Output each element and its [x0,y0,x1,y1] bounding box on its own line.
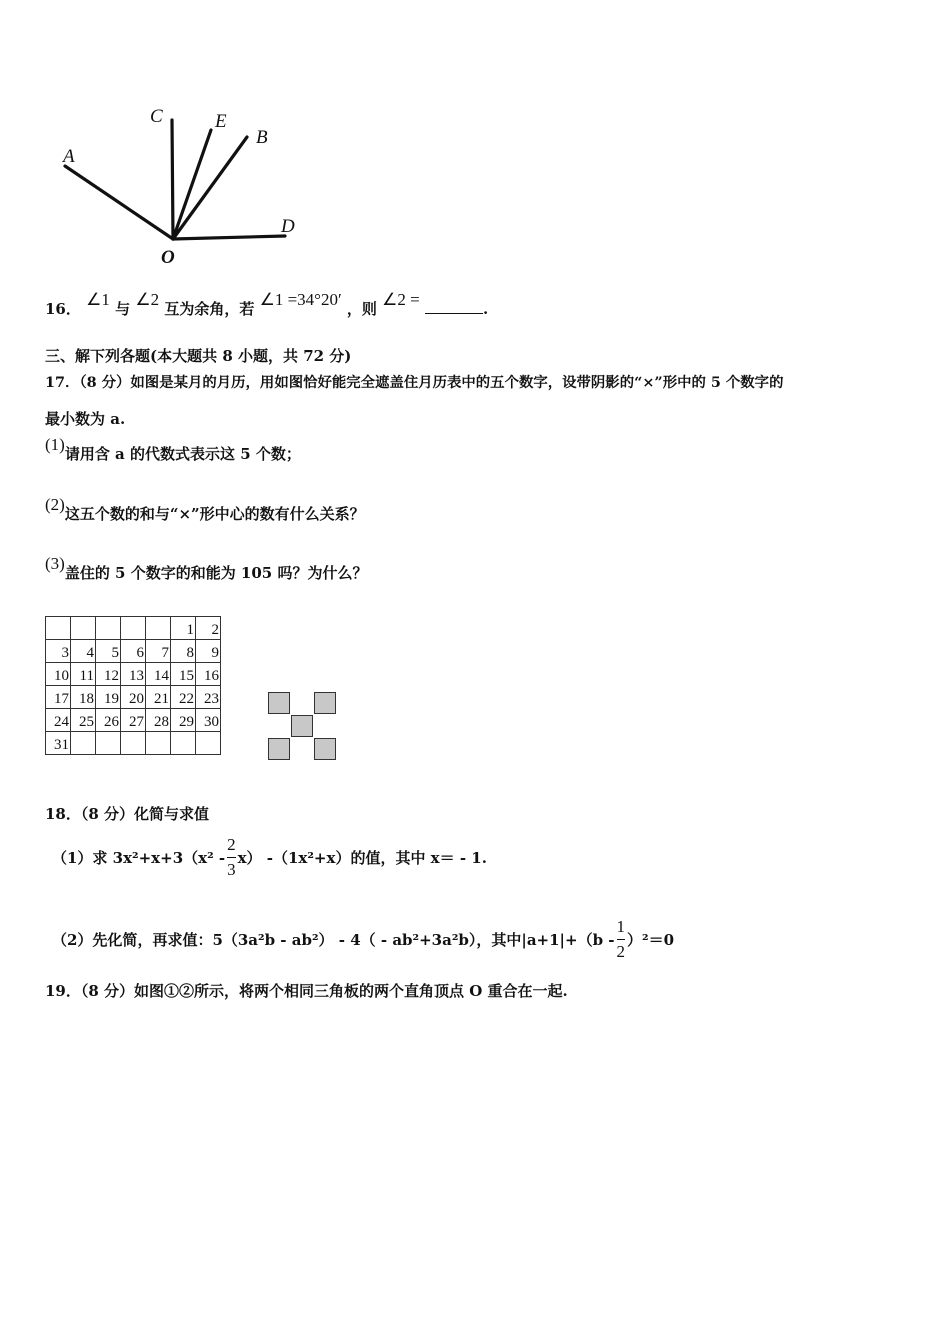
q17-sub1-text: 请用含 a 的代数式表示这 5 个数； [64,445,301,463]
calendar-cell [146,617,171,640]
q16-angle2: ∠2 [135,290,160,309]
calendar-cell: 12 [96,663,121,686]
calendar-cell: 8 [171,640,196,663]
calendar-cell: 23 [196,686,221,709]
label-D: D [281,216,295,237]
q17-sub1 [45,435,301,464]
calendar-cell [71,617,96,640]
calendar-cell: 18 [71,686,96,709]
calendar-cell: 16 [196,663,221,686]
calendar-cell: 27 [121,709,146,732]
q16-with: 与 [115,300,131,318]
q18-p1-frac-num: 2 [227,835,236,854]
calendar-cell: 25 [71,709,96,732]
calendar-cell [46,617,71,640]
section-3-title: 三、解下列各题(本大题共 8 小题，共 72 分) [45,347,352,365]
calendar-cell: 13 [121,663,146,686]
calendar-row [46,640,221,663]
q18-p1-prefix: （1）求 3x²+x+3（x² - [52,849,226,867]
x-cell-bottom-left [268,738,290,760]
q17-sub2 [45,495,365,524]
angle-figure [55,100,315,270]
calendar-cell [171,732,196,755]
q16-end: . [482,300,489,318]
q18-p1-fraction [227,835,236,880]
q18-p2-suffix: ）²＝0 [627,931,675,949]
calendar-cell: 14 [146,663,171,686]
calendar-cell: 21 [146,686,171,709]
label-A: A [63,146,75,167]
ray-OE [173,130,211,239]
x-cell-center [291,715,313,737]
q18-p2-frac-den: 2 [616,942,626,961]
calendar-row [46,709,221,732]
calendar-cell: 15 [171,663,196,686]
calendar-cell: 30 [196,709,221,732]
q16-given: ∠1 =34°20′ [259,290,342,309]
calendar-cell: 1 [171,617,196,640]
calendar-cell [121,732,146,755]
q18-heading: 18．（8 分）化简与求值 [45,805,210,823]
calendar-cell: 17 [46,686,71,709]
q17-line2: 最小数为 a. [45,410,126,428]
calendar-cell: 2 [196,617,221,640]
calendar-cell [96,732,121,755]
q18-p1-suffix: x） -（1x²+x）的值，其中 x＝ - 1. [237,849,487,867]
q16-ask: ∠2 = [382,290,420,309]
calendar-table [45,616,221,755]
calendar-row [46,732,221,755]
q18-part1 [52,835,487,880]
calendar-cell: 7 [146,640,171,663]
q18-p2-frac-num: 1 [616,917,626,936]
q18-p2-fraction [617,917,626,962]
calendar-cell: 6 [121,640,146,663]
calendar-cell: 4 [71,640,96,663]
calendar-cell: 24 [46,709,71,732]
calendar-cell: 31 [46,732,71,755]
ray-OC [172,120,173,239]
calendar-cell: 26 [96,709,121,732]
calendar-cell [121,617,146,640]
ray-OD [173,236,285,239]
calendar-cell: 11 [71,663,96,686]
label-O: O [161,247,175,268]
calendar-cell [196,732,221,755]
q17-sub2-mark: (2) [45,495,65,514]
q17-line1: 17．（8 分）如图是某月的月历，用如图恰好能完全遮盖住月历表中的五个数字，设带阴影的“×”形中的 5 个数字的 [45,374,784,391]
x-cell-top-left [268,692,290,714]
q18-p1-frac-den: 3 [227,860,236,879]
q16-then: ，则 [346,300,377,318]
q16-answer-blank[interactable] [425,299,483,314]
x-cell-top-right [314,692,336,714]
x-cell-bottom-right [314,738,336,760]
q17-sub3-mark: (3) [45,554,65,573]
q17-sub3-text: 盖住的 5 个数字的和能为 105 吗？为什么？ [64,564,368,582]
x-shape-cover [268,692,338,762]
calendar-cell: 19 [96,686,121,709]
q17-sub2-text: 这五个数的和与“×”形中心的数有什么关系？ [64,505,365,523]
question-16 [45,290,489,319]
calendar-row [46,686,221,709]
calendar-cell: 10 [46,663,71,686]
ray-OB [173,137,247,239]
q17-sub1-mark: (1) [45,435,65,454]
calendar-row [46,617,221,640]
label-B: B [256,127,268,148]
q18-part2 [52,917,674,962]
calendar-cell [71,732,96,755]
calendar-cell: 5 [96,640,121,663]
calendar-cell: 28 [146,709,171,732]
q16-number: 16． [45,300,81,318]
calendar-cell: 9 [196,640,221,663]
q16-mid: 互为余角，若 [164,300,255,318]
label-C: C [150,106,163,127]
q18-p2-prefix: （2）先化简，再求值：5（3a²b - ab²） - 4（ - ab²+3a²b），其中|a+1|+（b - [52,931,615,949]
q17-sub3 [45,554,368,583]
calendar-cell: 29 [171,709,196,732]
calendar-cell [96,617,121,640]
label-E: E [215,111,227,132]
calendar-cell: 22 [171,686,196,709]
calendar-cell: 3 [46,640,71,663]
calendar-cell [146,732,171,755]
calendar-row [46,663,221,686]
calendar-cell: 20 [121,686,146,709]
q19-text: 19．（8 分）如图①②所示，将两个相同三角板的两个直角顶点 O 重合在一起. [45,982,568,1000]
q16-angle1: ∠1 [86,290,110,309]
ray-OA [65,166,173,239]
